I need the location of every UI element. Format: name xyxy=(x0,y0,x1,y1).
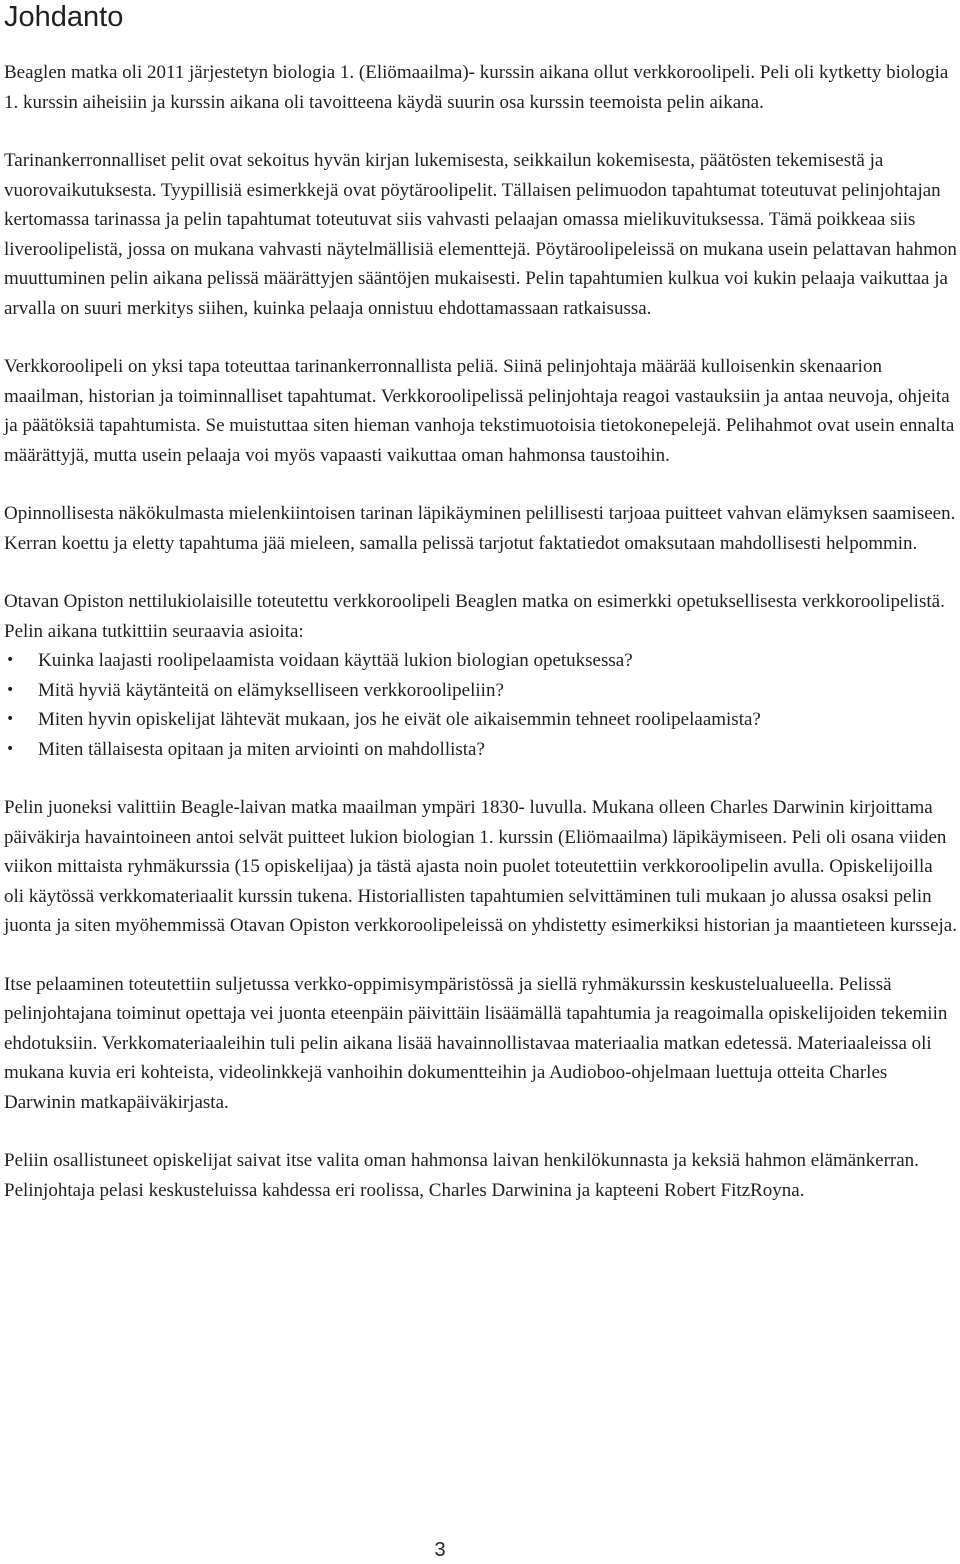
bullet-icon: • xyxy=(6,711,15,727)
research-questions-list xyxy=(4,646,957,764)
list-item-text: Mitä hyviä käytänteitä on elämykselliseen verkkoroolipeliin? xyxy=(38,679,504,701)
list-item xyxy=(4,705,957,735)
bullet-icon: • xyxy=(6,740,15,757)
list-item xyxy=(4,646,957,676)
page-number xyxy=(0,1538,960,1562)
list-item xyxy=(4,676,957,706)
bullet-icon: • xyxy=(6,652,15,668)
paragraph-online-roleplay: Verkkoroolipeli on yksi tapa toteuttaa tarinankerronnallista peliä. Siinä pelinjohtaja määrää kulloisenkin skenaarion maailman, historian ja toiminnalliset tapahtumat. Verkkoroolipelissä pelinjohtaja reagoi vastauksiin ja antaa neuvoja, ohjeita ja päätöksiä tapahtumista. Se muistuttaa siten hieman vanhoja tekstimuotoisia tietokonepelejä. Pelihahmot ovat usein ennalta määrättyjä, mutta usein pelaaja voi myös vapaasti vaikuttaa oman hahmonsa taustoihin. xyxy=(4,356,955,466)
paragraph-storytelling-games: Tarinankerronnalliset pelit ovat sekoitus hyvän kirjan lukemisesta, seikkailun kokemisesta, päätösten tekemisestä ja vuorovaikutuksesta. Tyypillisiä esimerkkejä ovat pöytäroolipelit. Tällaisen pelimuodon tapahtumat toteutuvat pelinjohtajan kertomassa tarinassa ja pelin tapahtumat toteutuvat siis vahvasti pelaajan omassa mielikuvituksessa. Tämä poikkeaa siis liveroolipelistä, jossa on mukana vahvasti näytelmällisiä elementtejä. Pöytäroolipeleissä on mukana usein pelattavan hahmon muuttuminen pelin aikana pelissä määrättyjen sääntöjen mukaisesti. Pelin tapahtumien kulkua voi kukin pelaaja vaikuttaa ja arvalla on suuri merkitys siihen, kuinka pelaaja onnistuu ehdottamassaan ratkaisussa. xyxy=(4,150,957,319)
page-title: Johdanto xyxy=(4,1,124,33)
paragraph-intro: Beaglen matka oli 2011 järjestetyn biologia 1. (Eliömaailma)- kurssin aikana ollut verkkoroolipeli. Peli oli kytketty biologia 1. kurssin aiheisiin ja kurssin aikana oli tavoitteena käydä suurin osa kurssin teemoista pelin aikana. xyxy=(4,62,949,113)
document-body xyxy=(4,58,957,1234)
list-item xyxy=(4,735,957,765)
paragraph-game-plot: Pelin juoneksi valittiin Beagle-laivan matka maailman ympäri 1830- luvulla. Mukana olleen Charles Darwinin kirjoittama päiväkirja havaintoineen antoi selvät puitteet lukion biologian 1. kurssin (Eliömaailma) läpikäymiseen. Peli oli osana viiden viikon mittaista ryhmäkurssia (15 opiskelijaa) ja tästä ajasta noin puolet toteutettiin verkkoroolipelin avulla. Opiskelijoilla oli käytössä verkkomateriaalit kurssin tukena. Historiallisten tapahtumien selvittäminen tuli mukaan jo alussa osaksi pelin juonta ja siten myöhemmissä Otavan Opiston verkkoroolipeleissä on yhdistetty esimerkiksi historian ja maantieteen kursseja. xyxy=(4,797,957,936)
list-item-text: Kuinka laajasti roolipelaamista voidaan käyttää lukion biologian opetuksessa? xyxy=(38,650,633,671)
paragraph-gameplay: Itse pelaaminen toteutettiin suljetussa verkko-oppimisympäristössä ja siellä ryhmäkurssin keskustelualueella. Pelissä pelinjohtajana toiminut opettaja vei juonta eteenpäin päivittäin lisäämällä tapahtumia ja reagoimalla opiskelijoiden tekemiin ehdotuksiin. Verkkomateriaaleihin tuli pelin aikana lisää havainnollistavaa materiaalia matkan edetessä. Materiaaleissa oli mukana kuvia eri kohteista, videolinkkejä vanhoihin dokumentteihin ja Audioboo-ohjelmaan luettuja otteita Charles Darwinin matkapäiväkirjasta. xyxy=(4,973,948,1113)
paragraph-research-intro: Otavan Opiston nettilukiolaisille toteutettu verkkoroolipeli Beaglen matka on esimerkki opetuksellisesta verkkoroolipelistä. Pelin aikana tutkittiin seuraavia asioita: xyxy=(4,591,945,642)
paragraph-learning-perspective: Opinnollisesta näkökulmasta mielenkiintoisen tarinan läpikäyminen pelillisesti tarjoaa puitteet vahvan elämyksen saamiseen. Kerran koettu ja eletty tapahtuma jää mieleen, samalla pelissä tarjotut faktatiedot omaksutaan mahdollisesti helpommin. xyxy=(4,503,956,554)
paragraph-characters: Peliin osallistuneet opiskelijat saivat itse valita oman hahmonsa laivan henkilökunnasta ja keksiä hahmon elämänkerran. Pelinjohtaja pelasi keskusteluissa kahdessa eri roolissa, Charles Darwinina ja kapteeni Robert FitzRoyna. xyxy=(4,1150,919,1201)
page-number-text: 3 xyxy=(434,1539,446,1561)
list-item-text: Miten hyvin opiskelijat lähtevät mukaan, jos he eivät ole aikaisemmin tehneet roolipelaamista? xyxy=(38,709,761,730)
list-item-text: Miten tällaisesta opitaan ja miten arviointi on mahdollista? xyxy=(38,738,485,760)
bullet-icon: • xyxy=(6,681,15,698)
